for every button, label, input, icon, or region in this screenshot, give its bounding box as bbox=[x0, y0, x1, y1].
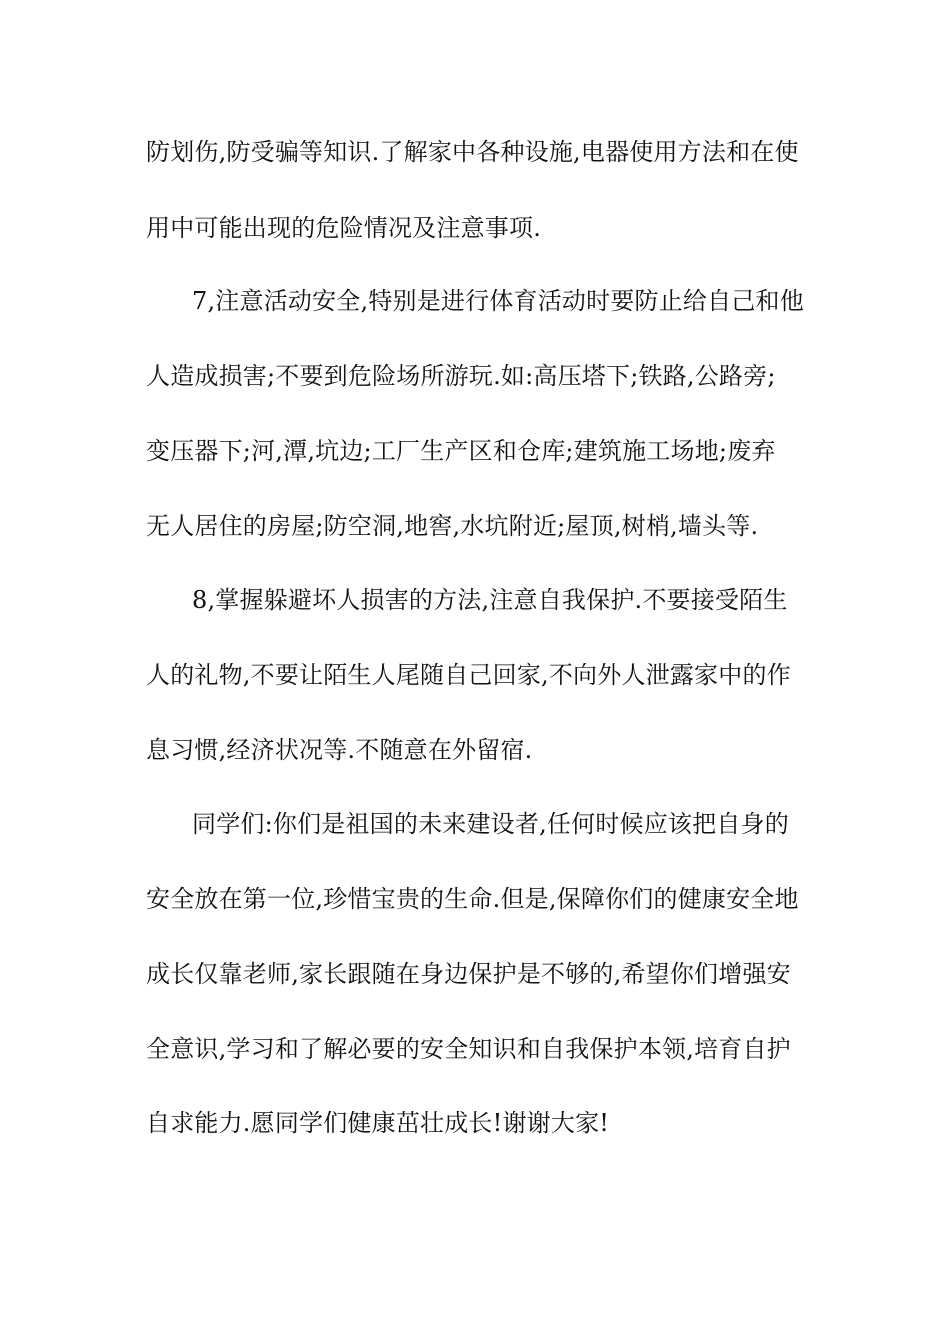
text-line: 同学们:你们是祖国的未来建设者,任何时候应该把自身的 bbox=[192, 810, 789, 838]
text-line: 人的礼物,不要让陌生人尾随自己回家,不向外人泄露家中的作 bbox=[146, 661, 791, 689]
text-line: 7,注意活动安全,特别是进行体育活动时要防止给自己和他 bbox=[192, 287, 804, 315]
text-line: 安全放在第一位,珍惜宝贵的生命.但是,保障你们的健康安全地 bbox=[146, 885, 799, 913]
text-line: 自求能力.愿同学们健康茁壮成长!谢谢大家! bbox=[146, 1109, 610, 1137]
text-line: 变压器下;河,潭,坑边;工厂生产区和仓库;建筑施工场地;废弃 bbox=[146, 437, 776, 465]
text-line: 全意识,学习和了解必要的安全知识和自我保护本领,培育自护 bbox=[146, 1035, 791, 1063]
text-line: 防划伤,防受骗等知识.了解家中各种设施,电器使用方法和在使 bbox=[146, 138, 799, 166]
text-line: 用中可能出现的危险情况及注意事项. bbox=[146, 214, 542, 242]
text-line: 无人居住的房屋;防空洞,地窖,水坑附近;屋顶,树梢,墙头等. bbox=[146, 512, 759, 540]
text-line: 8,掌握躲避坏人损害的方法,注意自我保护.不要接受陌生 bbox=[192, 586, 788, 614]
text-line: 息习惯,经济状况等.不随意在外留宿. bbox=[146, 736, 533, 764]
text-line: 人造成损害;不要到危险场所游玩.如:高压塔下;铁路,公路旁; bbox=[146, 362, 776, 390]
text-line: 成长仅靠老师,家长跟随在身边保护是不够的,希望你们增强安 bbox=[146, 960, 791, 988]
